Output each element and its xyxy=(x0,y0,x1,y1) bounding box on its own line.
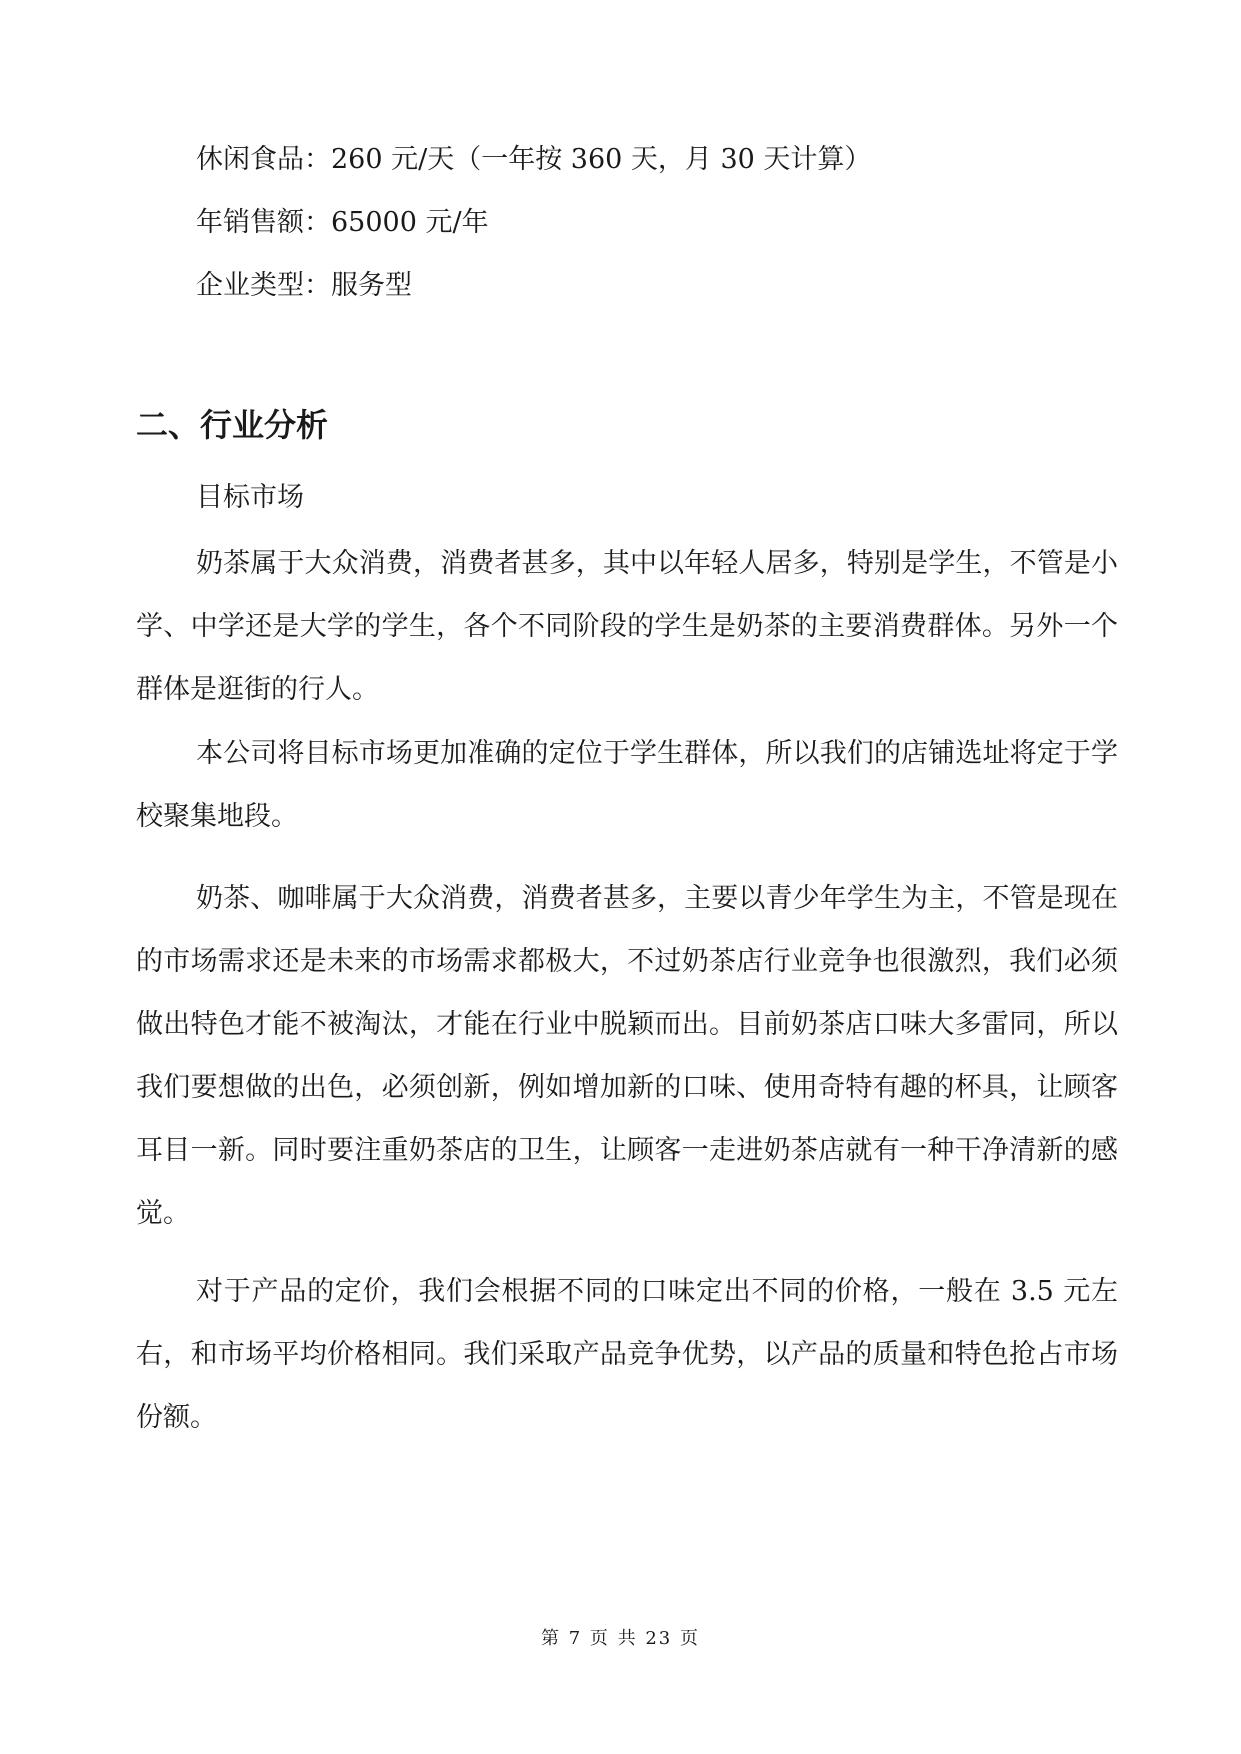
paragraph-pricing: 对于产品的定价，我们会根据不同的口味定出不同的价格，一般在 3.5 元左右，和市场平均价格相同。我们采取产品竞争优势，以产品的质量和特色抢占市场份额。 xyxy=(136,1276,1118,1433)
section-subheading: 目标市场 xyxy=(196,482,304,513)
section-heading: 二、行业分析 xyxy=(136,406,329,444)
snacks-line: 休闲食品：260 元/天（一年按 360 天，月 30 天计算） xyxy=(196,144,872,175)
page-number-footer: 第 7 页 共 23 页 xyxy=(541,1628,700,1649)
paragraph-competition: 奶茶、咖啡属于大众消费，消费者甚多，主要以青少年学生为主，不管是现在的市场需求还是未来的市场需求都极大，不过奶茶店行业竞争也很激烈，我们必须做出特色才能不被淘汰，才能在行业中脱颖而出。目前奶茶店口味大多雷同，所以我们要想做的出色，必须创新，例如增加新的口味、使用奇特有趣的杯具，让顾客耳目一新。同时要注重奶茶店的卫生，让顾客一走进奶茶店就有一种干净清新的感觉。 xyxy=(136,883,1118,1229)
paragraph-positioning: 本公司将目标市场更加准确的定位于学生群体，所以我们的店铺选址将定于学校聚集地段。 xyxy=(136,738,1118,832)
paragraph-consumers: 奶茶属于大众消费，消费者甚多，其中以年轻人居多，特别是学生，不管是小学、中学还是大学的学生，各个不同阶段的学生是奶茶的主要消费群体。另外一个群体是逛街的行人。 xyxy=(136,548,1118,705)
company-type-line: 企业类型：服务型 xyxy=(196,270,412,301)
annual-sales-line: 年销售额：65000 元/年 xyxy=(196,207,489,238)
